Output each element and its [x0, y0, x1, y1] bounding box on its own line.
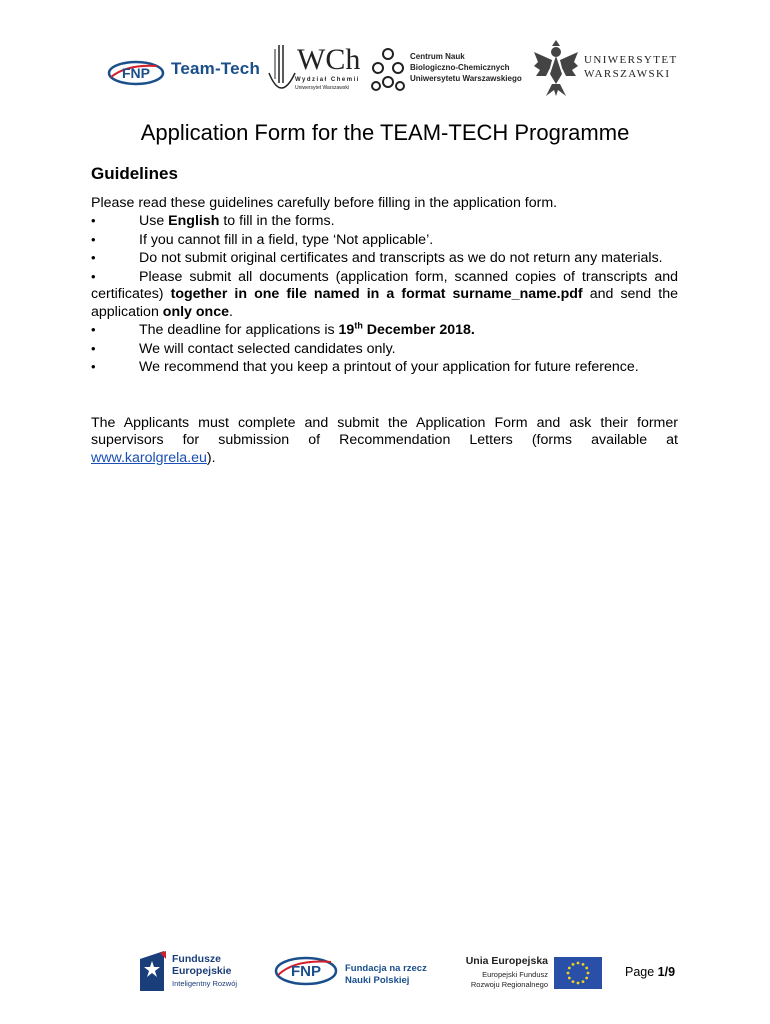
list-item: •We will contact selected candidates only. [91, 340, 678, 359]
molecule-icon [368, 46, 408, 94]
header-logos [105, 40, 685, 100]
fnp-footer-logo-icon [273, 953, 339, 989]
page-title: Application Form for the TEAM-TECH Programme [140, 120, 630, 145]
footer [140, 945, 700, 995]
fe-star-icon [140, 951, 168, 991]
eu-star-icon [582, 963, 585, 966]
fnp-logo [107, 60, 165, 86]
team-tech-logo-text: Team-Tech [171, 59, 261, 78]
bullet-icon [91, 249, 139, 268]
eu-star-icon [582, 980, 585, 983]
cnbch-line1: Centrum Nauk [410, 52, 465, 61]
fnp-footer-logo [273, 953, 443, 989]
wch-logo-subtitle: Wydział Chemii [295, 77, 360, 83]
eu-flag-icon [554, 957, 602, 989]
bullet-icon [91, 358, 139, 377]
fnp-line2: Nauki Polskiej [345, 975, 410, 986]
uw-line2: WARSZAWSKI [584, 68, 671, 80]
bullet-icon [91, 321, 139, 340]
eu-star-icon [572, 963, 575, 966]
cnbch-logo [368, 44, 528, 96]
eu-star-icon [587, 972, 590, 975]
guidelines-list [91, 212, 678, 377]
ue-line1: Unia Europejska [465, 955, 548, 967]
document-body [91, 165, 678, 481]
eu-star-icon [567, 972, 570, 975]
eu-star-icon [568, 967, 571, 970]
guidelines-heading: Guidelines [91, 164, 178, 183]
list-item: •Use English to fill in the forms. [91, 212, 678, 231]
list-item: •If you cannot fill in a field, type ‘Not applicable’. [91, 231, 678, 250]
list-item: •Please submit all documents (application form, scanned copies of transcripts and certificates) together in one file named in a format surname_name.pdf and send the application only once. [91, 268, 678, 322]
eu-star-icon [572, 980, 575, 983]
guidelines-intro: Please read these guidelines carefully before filling in the application form. [91, 194, 558, 211]
bullet-icon [91, 268, 139, 287]
fnp-footer-logo-text: FNP [291, 963, 321, 980]
bullet-icon [91, 231, 139, 250]
unia-europejska-logo [458, 955, 608, 991]
eagle-emblem-icon [532, 40, 580, 98]
eu-star-icon [577, 962, 580, 965]
page-number: Page 1/9 [625, 965, 676, 979]
eu-star-icon [585, 977, 588, 980]
wch-logo-university: Uniwersytet Warszawski [295, 85, 349, 91]
closing-paragraph: The Applicants must complete and submit the Application Form and ask their former supervisors for submission of Recommendation Letters (forms available at www.karolgrela.eu). [91, 414, 678, 466]
eu-star-icon [577, 982, 580, 985]
cnbch-line3: Uniwersytetu Warszawskiego [410, 74, 522, 83]
wch-logo-text: WCh [297, 43, 361, 76]
wch-emblem-icon [265, 43, 297, 98]
eu-star-icon [585, 967, 588, 970]
bullet-icon [91, 340, 139, 359]
ue-line3: Rozwoju Regionalnego [470, 980, 548, 989]
cnbch-line2: Biologiczno-Chemicznych [410, 63, 510, 72]
eu-star-icon [568, 977, 571, 980]
uw-logo [530, 40, 690, 100]
wch-logo [265, 43, 365, 98]
fundusze-europejskie-logo [140, 951, 255, 991]
uw-line1: UNIWERSYTET [584, 54, 678, 66]
list-item: •We recommend that you keep a printout of your application for future reference. [91, 358, 678, 377]
fe-line1: Fundusze [172, 953, 221, 965]
bullet-icon [91, 212, 139, 231]
list-item: •Do not submit original certificates and transcripts as we do not return any materials. [91, 249, 678, 268]
fe-line2: Europejskie [172, 965, 232, 977]
ue-line2: Europejski Fundusz [482, 970, 548, 979]
karolgrela-link[interactable]: www.karolgrela.eu [91, 449, 207, 466]
fnp-line1: Fundacja na rzecz [345, 963, 427, 974]
fnp-logo-text: FNP [122, 65, 150, 81]
list-item: •The deadline for applications is 19th December 2018. [91, 321, 678, 340]
fe-line3: Inteligentny Rozwój [172, 979, 238, 988]
